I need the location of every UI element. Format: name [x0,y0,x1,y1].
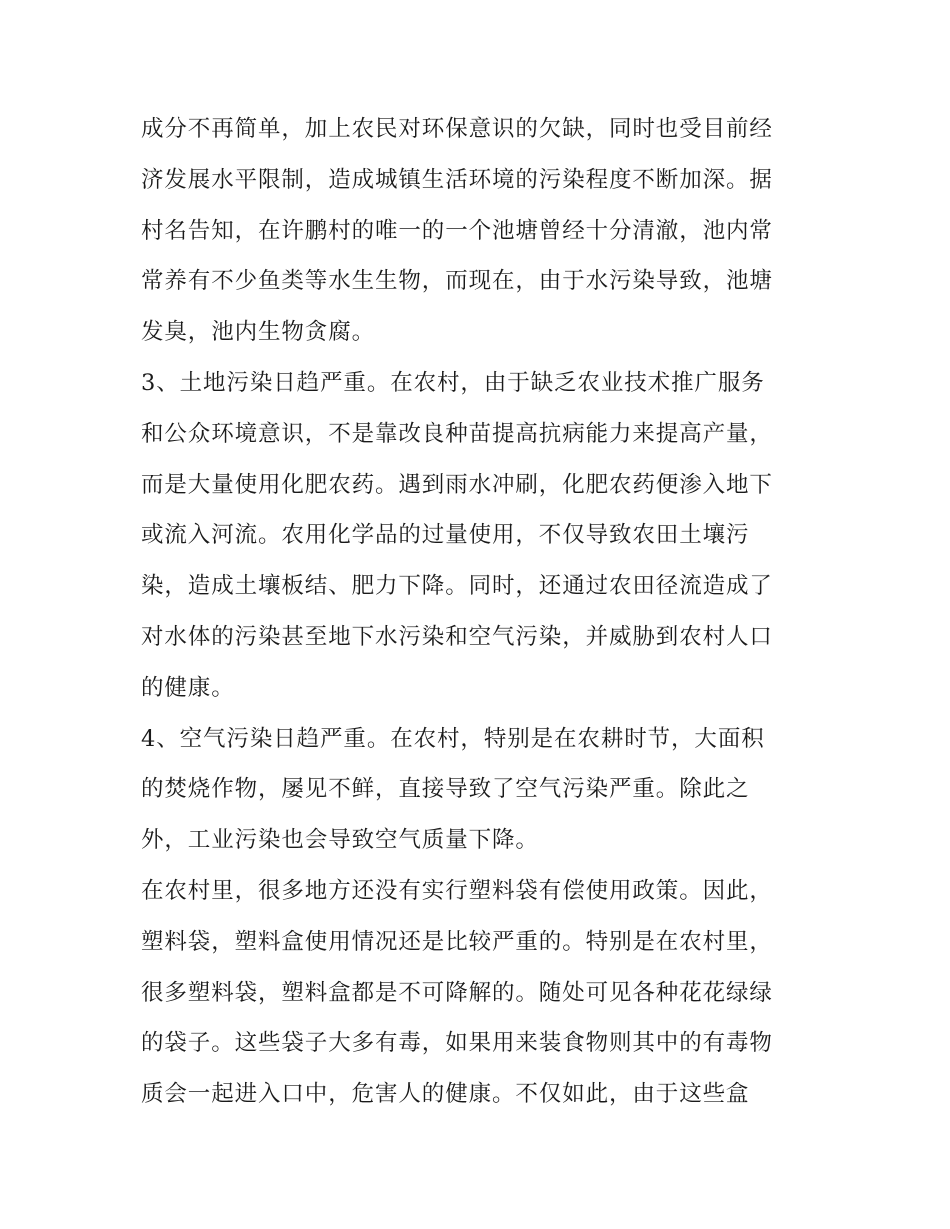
text-line: 而是大量使用化肥农药。遇到雨水冲刷，化肥农药便渗入地下 [141,471,773,498]
text-line: 很多塑料袋，塑料盒都是不可降解的。随处可见各种花花绿绿 [141,979,773,1006]
text-line: 济发展水平限制，造成城镇生活环境的污染程度不断加深。据 [141,166,773,193]
document-body [141,104,813,1120]
text-line: 的健康。 [141,674,235,701]
text-line: 3、土地污染日趋严重。在农村，由于缺乏农业技术推广服务 [141,369,765,396]
text-line: 外，工业污染也会导致空气质量下降。 [141,827,539,854]
text-line: 村名告知，在许鹏村的唯一的一个池塘曾经十分清澈，池内常 [141,217,773,244]
text-line: 常养有不少鱼类等水生生物，而现在，由于水污染导致，池塘 [141,268,773,295]
text-line: 的焚烧作物，屡见不鲜，直接导致了空气污染严重。除此之 [141,776,750,803]
text-line: 在农村里，很多地方还没有实行塑料袋有偿使用政策。因此， [141,877,773,904]
text-line: 成分不再简单，加上农民对环保意识的欠缺，同时也受目前经 [141,116,773,142]
text-line: 发臭，池内生物贪腐。 [141,319,376,346]
text-line: 和公众环境意识，不是靠改良种苗提高抗病能力来提高产量， [141,420,773,447]
text-line: 对水体的污染甚至地下水污染和空气污染，并威胁到农村人口 [141,623,773,650]
text-line: 染，造成土壤板结、肥力下降。同时，还通过农田径流造成了 [141,573,773,600]
text-line: 4、空气污染日趋严重。在农村，特别是在农耕时节，大面积 [141,725,765,752]
text-line: 质会一起进入口中，危害人的健康。不仅如此，由于这些盒 [141,1081,750,1108]
text-line: 的袋子。这些袋子大多有毒，如果用来装食物则其中的有毒物 [141,1030,773,1057]
text-line: 塑料袋，塑料盒使用情况还是比较严重的。特别是在农村里， [141,928,773,955]
text-line: 或流入河流。农用化学品的过量使用，不仅导致农田土壤污 [141,522,750,549]
